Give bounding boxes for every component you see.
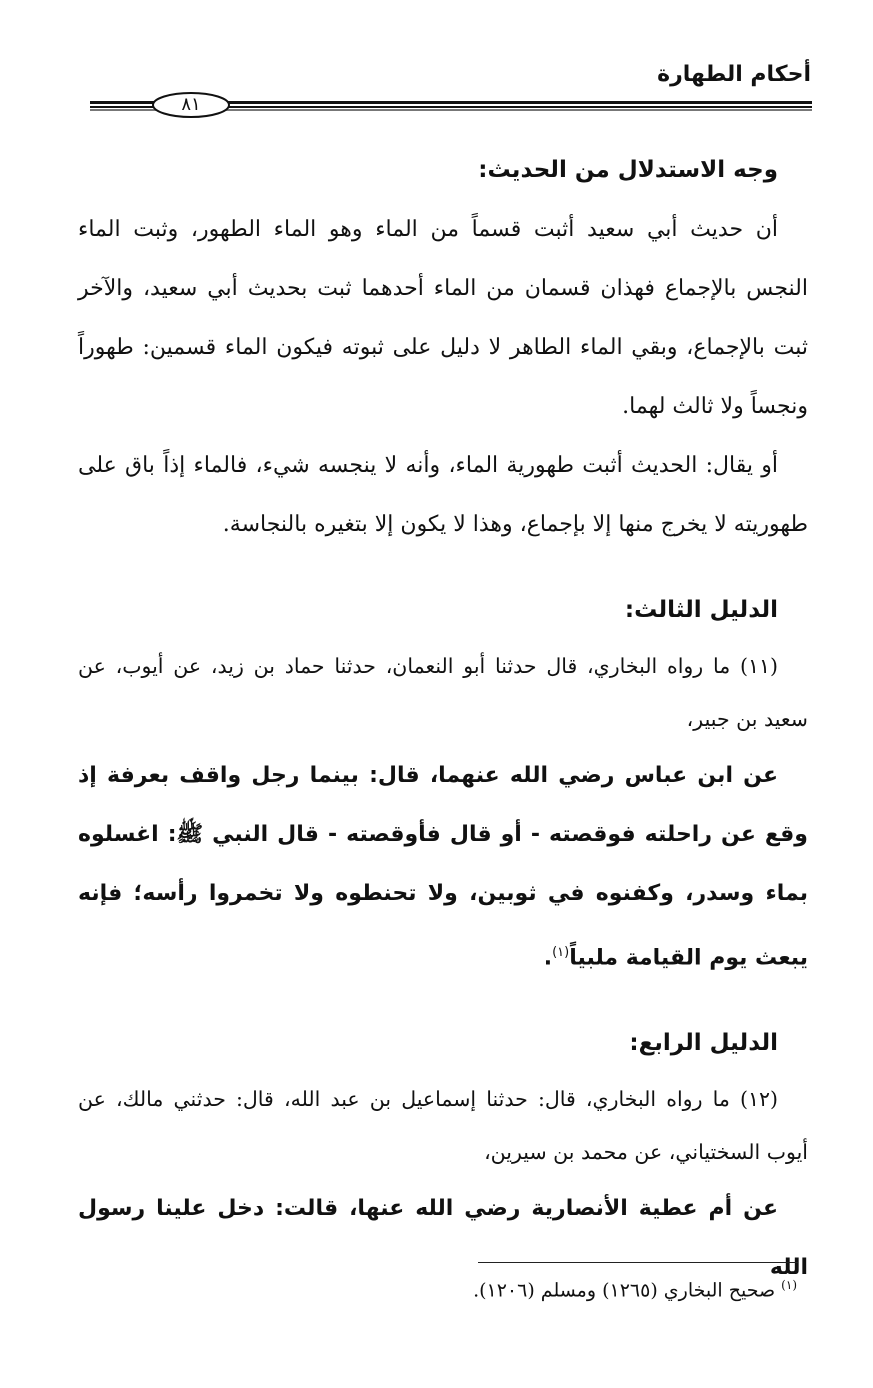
page-number: ٨١ xyxy=(181,94,201,115)
paragraph-inference-2: أو يقال: الحديث أثبت طهورية الماء، وأنه لا ينجسه شيء، فالماء إذاً باق على طهوريته لا يخرج منها إلا بإجماع، وهذا لا يكون إلا بتغيره بالنجاسة. xyxy=(78,453,808,537)
hadith-text-11-body: عن ابن عباس رضي الله عنهما، قال: بينما رجل واقف بعرفة إذ وقع عن راحلته فوقصته - أو قال فأوقصته - قال النبي ﷺ: اغسلوه بماء وسدر، وكفنوه في ثوبين، ولا تحنطوه ولا تخمروا رأسه؛ فإنه يبعث يوم القيامة ملبياً xyxy=(78,763,808,971)
main-text xyxy=(78,140,808,1297)
running-header-title: أحكام الطهارة xyxy=(657,62,811,87)
footnote-number: (١) xyxy=(781,1278,797,1292)
narration-chain-12: (١٢) ما رواه البخاري، قال: حدثنا إسماعيل بن عبد الله، قال: حدثني مالك، عن أيوب السختياني، عن محمد بن سيرين، xyxy=(78,1087,808,1165)
hadith-text-11 xyxy=(78,746,808,987)
section-heading-third-evidence: الدليل الثالث: xyxy=(624,597,778,623)
section-heading-inference: وجه الاستدلال من الحديث: xyxy=(478,157,778,183)
hadith-text-12: عن أم عطية الأنصارية رضي الله عنها، قالت: دخل علينا رسول الله xyxy=(78,1196,808,1281)
paragraph-inference-1: أن حديث أبي سعيد أثبت قسماً من الماء وهو الماء الطهور، وثبت الماء النجس بالإجماع فهذان قسمان من الماء أحدهما ثبت بحديث أبي سعيد، والآخر ثبت بالإجماع، وبقي الماء الطاهر لا دليل على ثبوته فيكون الماء قسمين: طهوراً ونجساً ولا ثالث لهما. xyxy=(78,217,808,419)
footnote xyxy=(473,1278,797,1301)
footnote-marker[interactable]: (١) xyxy=(552,945,570,960)
hadith-text-11-end: . xyxy=(543,945,553,971)
footnote-separator xyxy=(478,1262,798,1263)
section-heading-fourth-evidence: الدليل الرابع: xyxy=(629,1030,778,1057)
footnote-text: صحيح البخاري (١٢٦٥) ومسلم (١٢٠٦). xyxy=(473,1279,776,1302)
narration-chain-11: (١١) ما رواه البخاري، قال حدثنا أبو النعمان، حدثنا حماد بن زيد، عن أيوب، عن سعيد بن جبير، xyxy=(78,654,808,731)
